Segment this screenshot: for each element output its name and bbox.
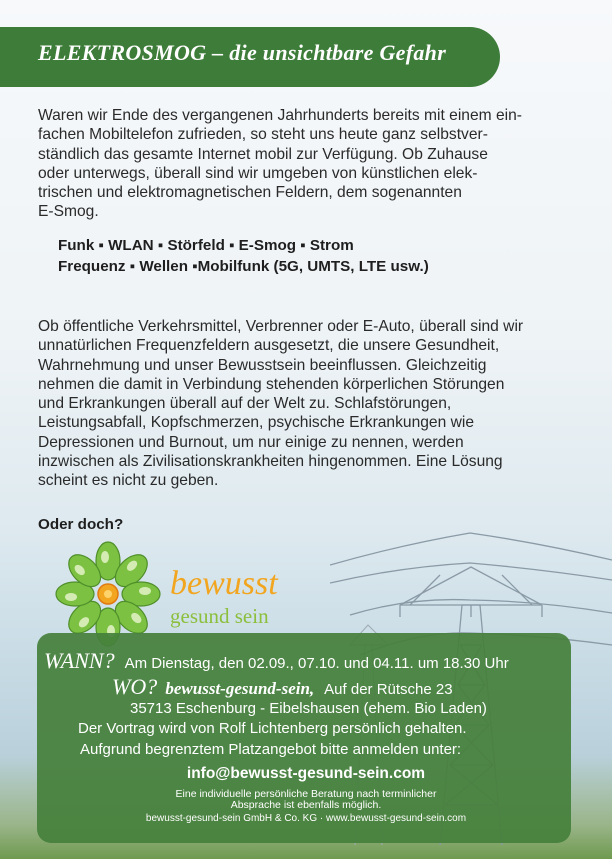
question-text: Oder doch? (38, 516, 124, 533)
where-name: bewusst-gesund-sein, (165, 679, 315, 698)
body-line: inzwischen als Zivilisationskrankheiten hingenommen. Eine Lösung (38, 453, 503, 471)
flower-logo-icon (50, 540, 168, 648)
body-line: Leistungsabfall, Kopfschmerzen, psychische Erkrankungen wie (38, 414, 474, 432)
event-where (112, 674, 453, 700)
when-text: Am Dienstag, den 02.09., 07.10. und 04.11. um 18.30 Uhr (124, 655, 509, 672)
speaker-text: Der Vortrag wird von Rolf Lichtenberg persönlich gehalten. (78, 720, 467, 737)
consultation-note-line-1: Eine individuelle persönliche Beratung nach terminlicher (175, 788, 437, 800)
body-line: Depressionen und Burnout, um nur einige zu nennen, werden (38, 433, 464, 451)
where-street: Auf der Rütsche 23 (324, 681, 453, 698)
intro-line: ständlich das gesamte Internet mobil zur Verfügung. Ob Zuhause (38, 145, 488, 163)
where-label: WO? (112, 674, 158, 699)
event-when (44, 648, 509, 674)
body-line: und Erkrankungen überall auf der Welt zu. Schlafstörungen, (38, 395, 452, 413)
keywords-line-1: Funk ▪ WLAN ▪ Störfeld ▪ E-Smog ▪ Strom (58, 237, 354, 254)
email-link[interactable]: info@bewusst-gesund-sein.com (186, 765, 426, 782)
page-title: ELEKTROSMOG – die unsichtbare Gefahr (38, 40, 447, 65)
body-line: Ob öffentliche Verkehrsmittel, Verbrenner oder E-Auto, überall sind wir (38, 318, 524, 335)
when-label: WANN? (44, 648, 115, 673)
body-line: scheint es nicht zu geben. (38, 472, 219, 490)
intro-line: E-Smog. (38, 203, 99, 221)
body-line: Wahrnehmung und unser Bewusstsein beeinflussen. Gleichzeitig (38, 356, 487, 374)
keywords-line-2: Frequenz ▪ Wellen ▪Mobilfunk (5G, UMTS, LTE usw.) (58, 258, 429, 275)
intro-line: oder unterwegs, überall sind wir umgeben von künstlichen elek- (38, 164, 478, 182)
footer-company: bewusst-gesund-sein GmbH & Co. KG · www.bewusst-gesund-sein.com (145, 813, 467, 824)
intro-line: Waren wir Ende des vergangenen Jahrhunderts bereits mit einem ein- (38, 107, 522, 124)
consultation-note-line-2: Absprache ist ebenfalls möglich. (230, 799, 382, 811)
logo-wordmark-bewusst: bewusst (170, 565, 278, 602)
body-line: nehmen die damit in Verbindung stehenden körperlichen Störungen (38, 375, 505, 393)
intro-paragraph (38, 106, 578, 222)
register-text: Aufgrund begrenztem Platzangebot bitte anmelden unter: (80, 741, 462, 758)
intro-line: fachen Mobiltelefon zufrieden, so steht uns heute ganz selbstver- (38, 126, 488, 144)
intro-line: trischen und elektromagnetischen Feldern, dem sogenannten (38, 184, 462, 202)
body-line: unnatürlichen Frequenzfeldern ausgesetzt, die unsere Gesundheit, (38, 337, 500, 355)
logo-wordmark-gesund-sein: gesund sein (170, 604, 269, 628)
where-city: 35713 Eschenburg - Eibelshausen (ehem. Bio Laden) (130, 700, 487, 717)
body-paragraph (38, 317, 583, 491)
